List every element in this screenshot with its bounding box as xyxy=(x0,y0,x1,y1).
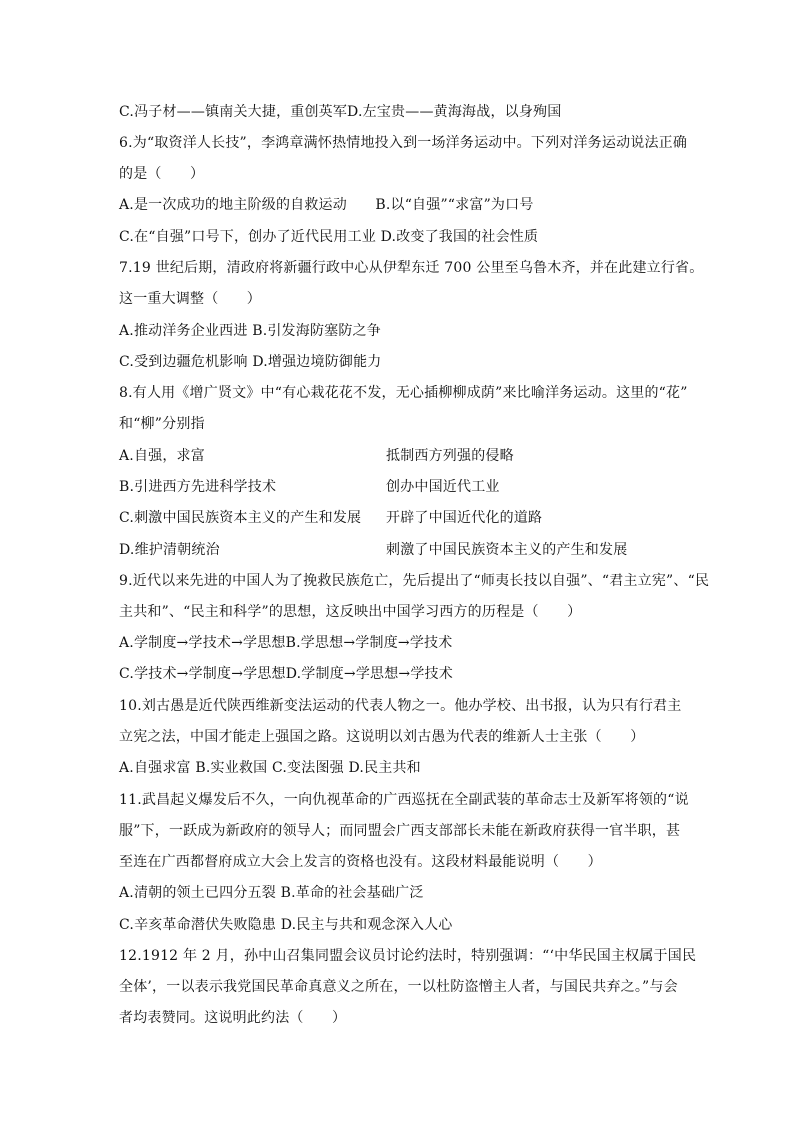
text-line: C.冯子材——镇南关大捷，重创英军D.左宝贵——黄海海战，以身殉国 xyxy=(119,104,562,120)
question-8-option-d-right: 刺激了中国民族资本主义的产生和发展 xyxy=(386,542,628,558)
question-10-stem: 10.刘古愚是近代陕西维新变法运动的代表人物之一。他办学校、出书报，认为只有行君主 xyxy=(119,698,682,714)
question-11-options-cd: C.辛亥革命潜伏失败隐患 D.民主与共和观念深入人心 xyxy=(119,917,453,933)
question-6-stem: 6.为“取资洋人长技”，李鸿章满怀热情地投入到一场洋务运动中。下列对洋务运动说法正确 xyxy=(119,135,688,151)
question-10-options: A.自强求富 B.实业救国 C.变法图强 D.民主共和 xyxy=(119,760,421,776)
question-8-option-d: D.维护清朝统治 xyxy=(119,542,220,558)
question-11-stem-cont: 服”下，一跃成为新政府的领导人；而同盟会广西支部部长未能在新政府获得一官半职，甚 xyxy=(119,823,681,839)
question-6-options-cd: C.在“自强”口号下，创办了近代民用工业 D.改变了我国的社会性质 xyxy=(119,229,539,245)
question-12-stem-cont: 全体’，一以表示我党国民革命真意义之所在，一以杜防盗憎主人者，与国民共弃之。”与会 xyxy=(119,979,678,995)
question-8-stem: 8.有人用《增广贤文》中“有心栽花花不发，无心插柳柳成荫”来比喻洋务运动。这里的“花” xyxy=(119,385,688,401)
question-8-option-b-right: 创办中国近代工业 xyxy=(386,479,500,495)
question-11-options-ab: A.清朝的领土已四分五裂 B.革命的社会基础广泛 xyxy=(119,885,424,901)
question-8-stem-cont: 和“柳”分别指 xyxy=(119,416,205,432)
question-12-stem-cont2: 者均表赞同。这说明此约法（ ） xyxy=(119,1010,347,1026)
question-9-options-ab: A.学制度→学技术→学思想B.学思想→学制度→学技术 xyxy=(119,635,453,651)
question-7-options-cd: C.受到边疆危机影响 D.增强边境防御能力 xyxy=(119,354,382,370)
question-9-stem-cont: 主共和”、“民主和科学”的思想，这反映出中国学习西方的历程是（ ） xyxy=(119,604,582,620)
question-8-option-c: C.刺激中国民族资本主义的产生和发展 xyxy=(119,510,362,526)
question-7-stem: 7.19 世纪后期，清政府将新疆行政中心从伊犁东迁 700 公里至乌鲁木齐，并在此建立行省。 xyxy=(119,260,704,276)
question-12-stem: 12.1912 年 2 月，孙中山召集同盟会议员讨论约法时，特别强调：“‘中华民国主权属于国民 xyxy=(119,948,697,964)
question-7-options-ab: A.推动洋务企业西进 B.引发海防塞防之争 xyxy=(119,323,381,339)
question-11-stem: 11.武昌起义爆发后不久，一向仇视革命的广西巡抚在全副武装的革命志士及新军将领的“说 xyxy=(119,792,689,808)
question-8-option-b: B.引进西方先进科学技术 xyxy=(119,479,277,495)
question-8-option-a-right: 抵制西方列强的侵略 xyxy=(386,448,514,464)
question-11-stem-cont2: 至连在广西都督府成立大会上发言的资格也没有。这段材料最能说明（ ） xyxy=(119,854,602,870)
question-8-option-a: A.自强，求富 xyxy=(119,448,205,464)
question-6-stem-cont: 的是（ ） xyxy=(119,166,205,182)
question-9-options-cd: C.学技术→学制度→学思想D.学制度→学思想→学技术 xyxy=(119,666,453,682)
question-7-stem-cont: 这一重大调整（ ） xyxy=(119,291,261,307)
question-10-stem-cont: 立宪之法，中国才能走上强国之路。这说明以刘古愚为代表的维新人士主张（ ） xyxy=(119,729,645,745)
question-6-options-ab: A.是一次成功的地主阶级的自救运动 B.以“自强”“求富”为口号 xyxy=(119,197,534,213)
question-8-option-c-right: 开辟了中国近代化的道路 xyxy=(386,510,543,526)
question-9-stem: 9.近代以来先进的中国人为了挽救民族危亡，先后提出了“师夷长技以自强”、“君主立宪”、“民 xyxy=(119,573,710,589)
